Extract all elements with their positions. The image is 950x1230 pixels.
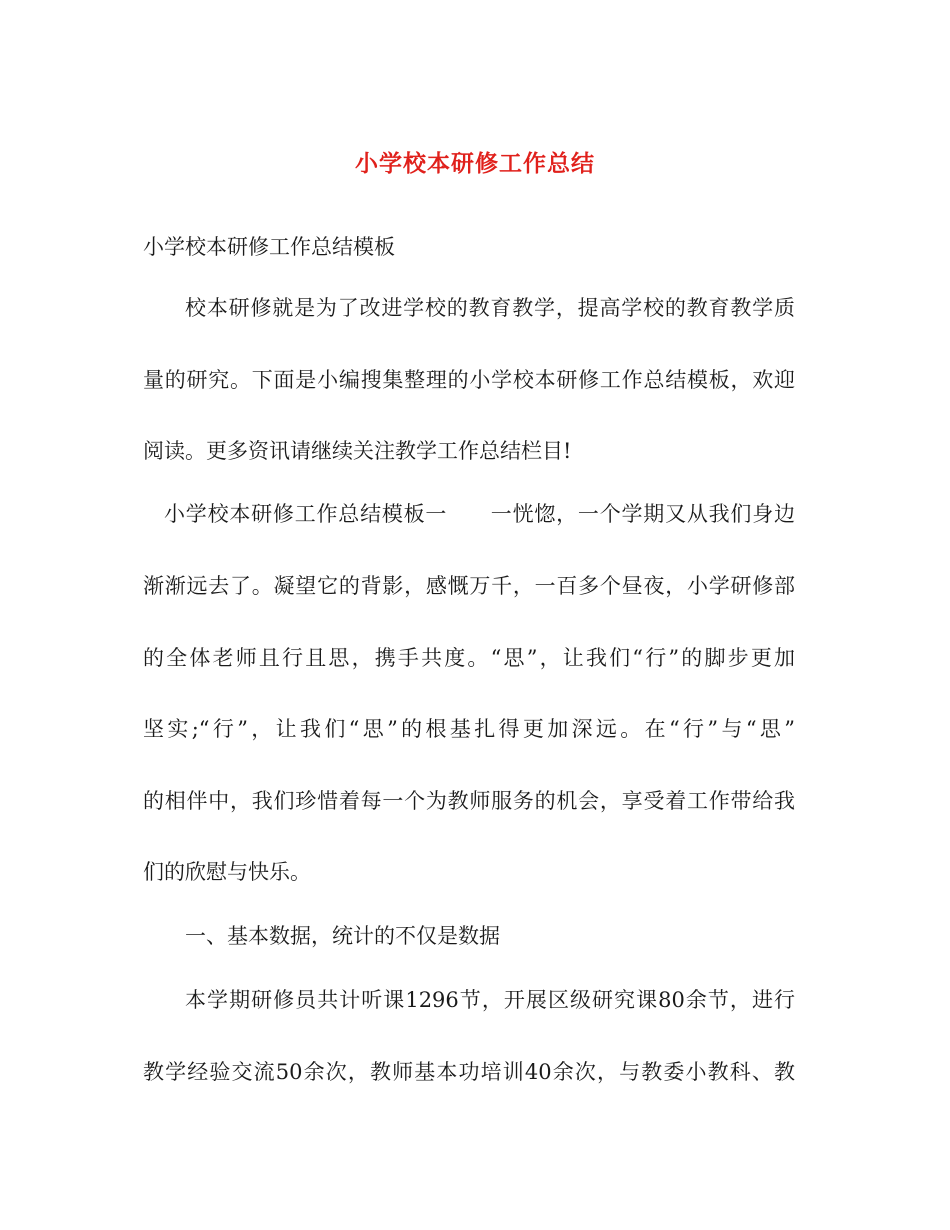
document-subtitle: 小学校本研修工作总结模板 [143, 235, 395, 259]
paragraph-line: 小学校本研修工作总结模板一 一恍惚，一个学期又从我们身边 [164, 502, 795, 526]
document-title: 小学校本研修工作总结 [355, 151, 595, 177]
paragraph-line: 量的研究。下面是小编搜集整理的小学校本研修工作总结模板，欢迎 [143, 368, 795, 392]
paragraph-line: 坚实;“行”，让我们“思”的根基扎得更加深远。在“行”与“思” [143, 717, 795, 741]
paragraph-line: 们的欣慰与快乐。 [143, 860, 311, 884]
paragraph-line: 的相伴中，我们珍惜着每一个为教师服务的机会，享受着工作带给我 [143, 789, 795, 813]
paragraph-line: 教学经验交流50余次，教师基本功培训40余次，与教委小教科、教 [143, 1060, 795, 1084]
paragraph-line: 阅读。更多资讯请继续关注教学工作总结栏目! [143, 439, 572, 463]
paragraph-line: 本学期研修员共计听课1296节，开展区级研究课80余节，进行 [185, 988, 795, 1012]
section-heading: 一、基本数据，统计的不仅是数据 [185, 924, 500, 948]
paragraph-line: 校本研修就是为了改进学校的教育教学，提高学校的教育教学质 [185, 296, 795, 320]
paragraph-line: 渐渐远去了。凝望它的背影，感慨万千，一百多个昼夜，小学研修部 [143, 574, 795, 598]
paragraph-line: 的全体老师且行且思，携手共度。“思”，让我们“行”的脚步更加 [143, 646, 795, 670]
